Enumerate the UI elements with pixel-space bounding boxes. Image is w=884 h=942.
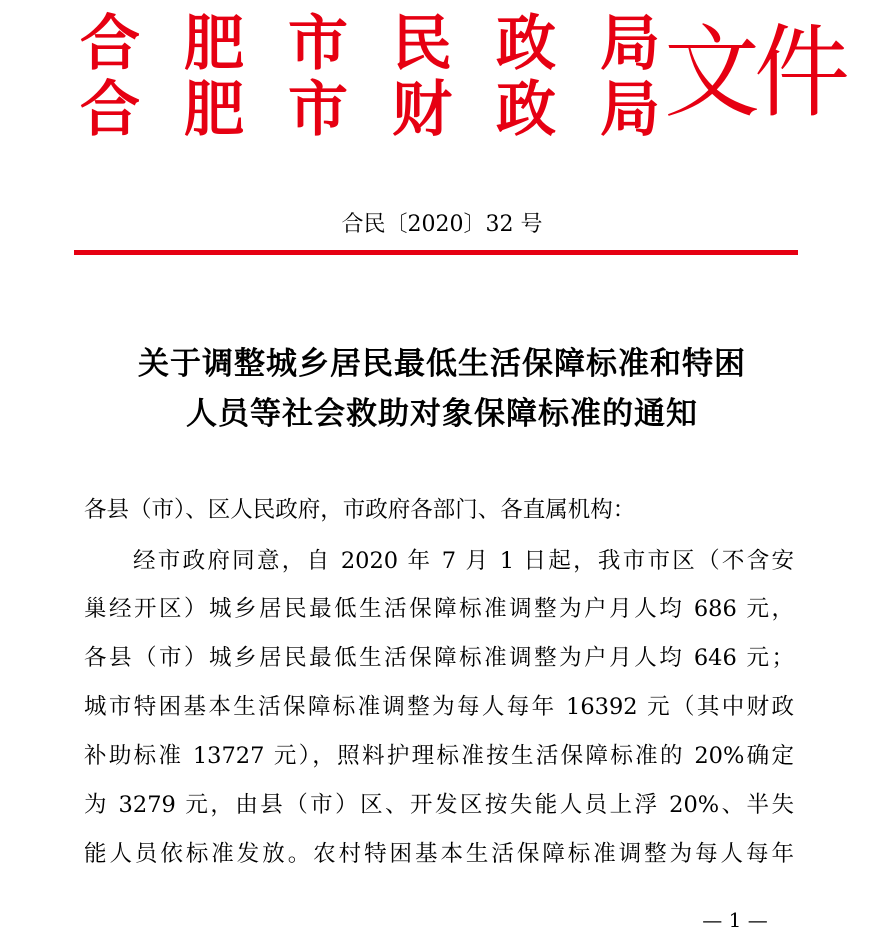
body-line: 能人员依标准发放。农村特困基本生活保障标准调整为每人每年 (84, 841, 794, 867)
issuer-char: 政 (496, 75, 556, 145)
issuer-char: 局 (600, 9, 660, 79)
salutation: 各县（市）、区人民政府，市政府各部门、各直属机构： (84, 497, 636, 523)
body-line: 为 3279 元，由县（市）区、开发区按失能人员上浮 20%、半失 (84, 792, 794, 818)
page-number: — 1 — (702, 908, 768, 932)
issuer-char: 合 (80, 75, 140, 145)
red-divider (74, 250, 798, 255)
document-title-line-1: 关于调整城乡居民最低生活保障标准和特困 (138, 346, 746, 382)
document-word: 文件 (664, 14, 844, 132)
document-title-line-2: 人员等社会救助对象保障标准的通知 (186, 396, 698, 432)
issuer-char: 市 (288, 75, 348, 145)
issuer-char: 民 (392, 9, 452, 79)
body-line: 补助标准 13727 元），照料护理标准按生活保障标准的 20%确定 (84, 743, 794, 769)
issuer-line-civil-affairs (80, 9, 660, 79)
issuer-char: 合 (80, 9, 140, 79)
issuer-char: 市 (288, 9, 348, 79)
body-line: 经市政府同意，自 2020 年 7 月 1 日起，我市市区（不含安 (133, 548, 794, 574)
issuer-char: 局 (600, 75, 660, 145)
issuer-char: 肥 (184, 9, 244, 79)
body-line: 各县（市）城乡居民最低生活保障标准调整为户月人均 646 元； (84, 645, 794, 671)
body-line: 巢经开区）城乡居民最低生活保障标准调整为户月人均 686 元， (84, 596, 794, 622)
body-line: 城市特困基本生活保障标准调整为每人每年 16392 元（其中财政 (84, 694, 794, 720)
issuer-line-finance (80, 75, 660, 145)
issuer-char: 财 (392, 75, 452, 145)
document-number: 合民〔2020〕32 号 (341, 212, 543, 237)
issuer-char: 政 (496, 9, 556, 79)
issuer-char: 肥 (184, 75, 244, 145)
